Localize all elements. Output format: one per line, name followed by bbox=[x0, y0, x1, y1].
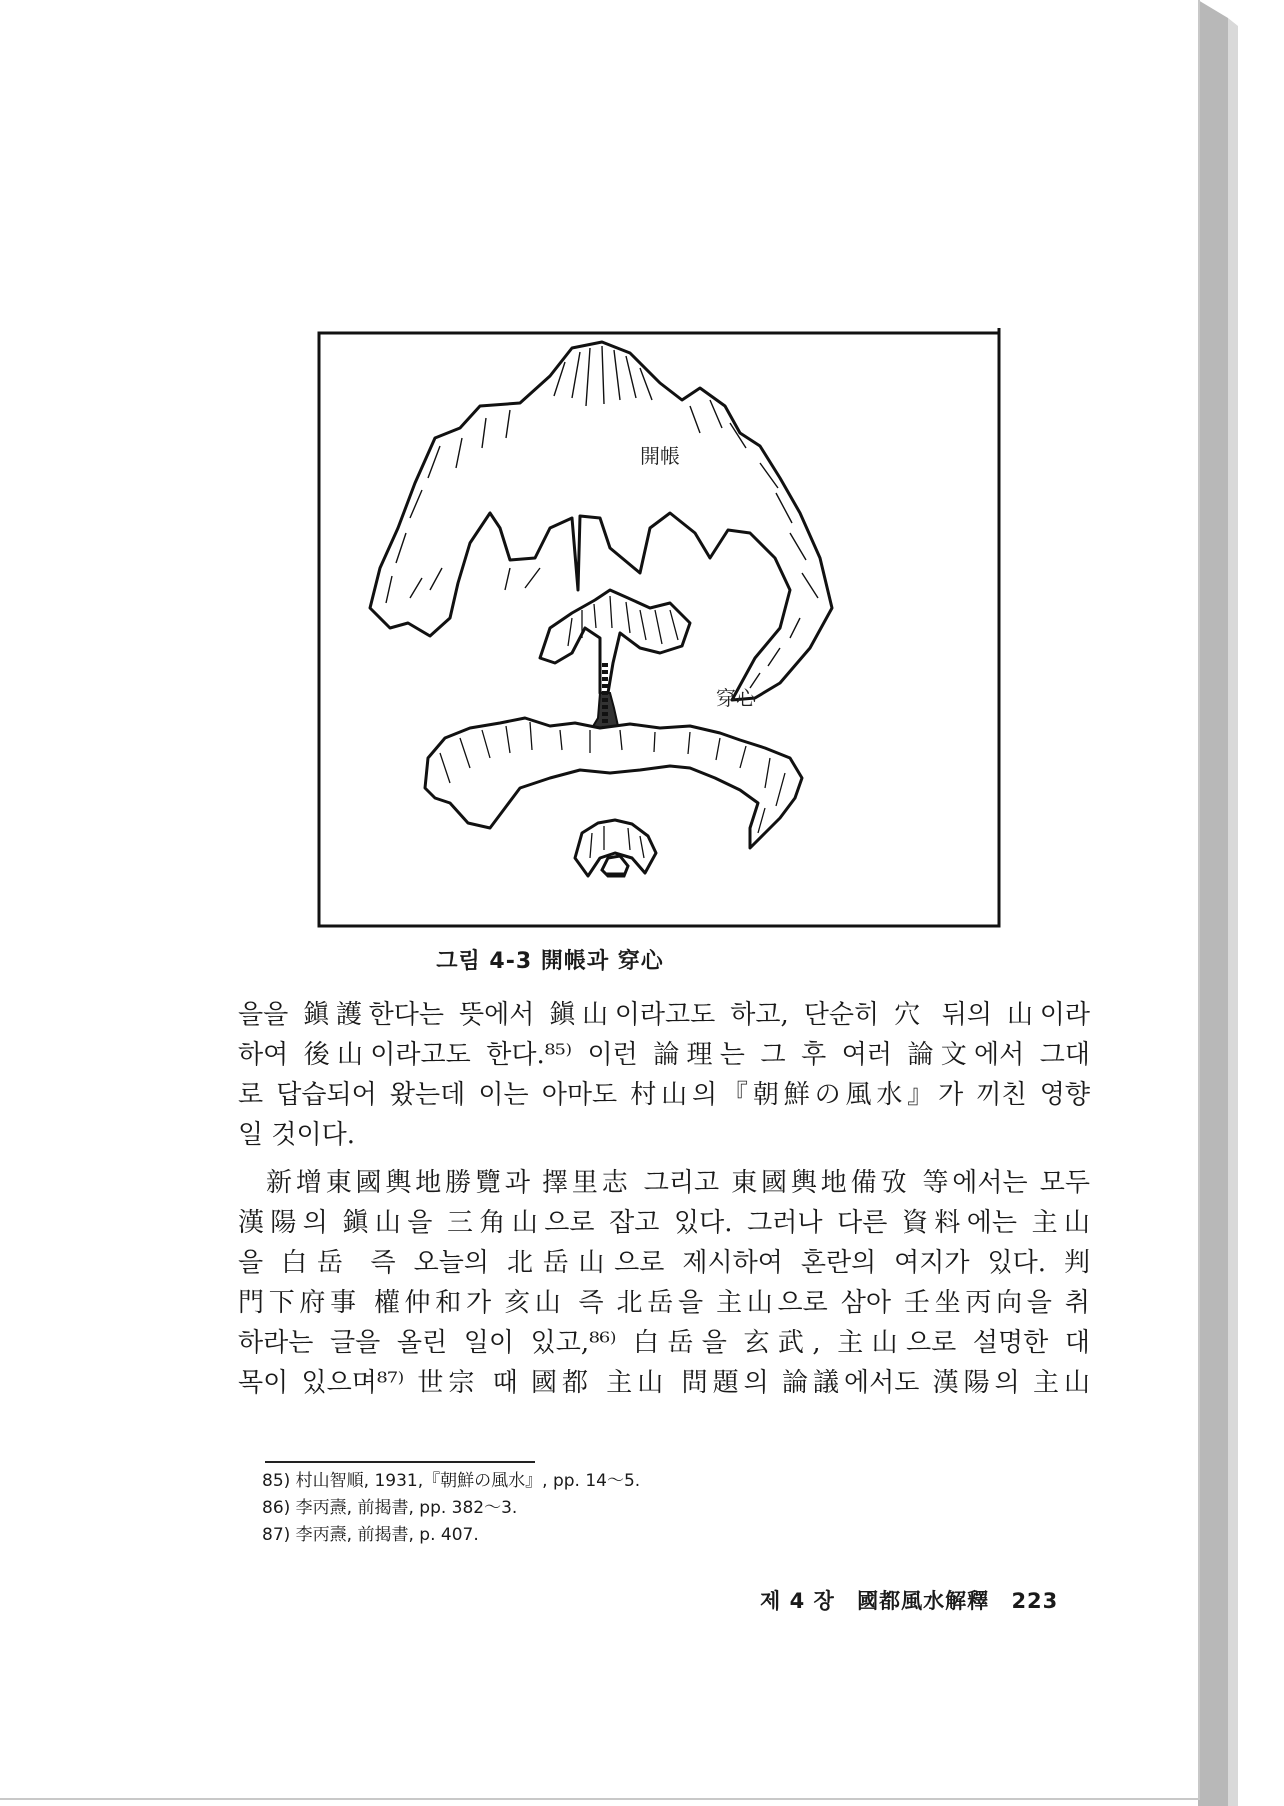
footnotes bbox=[262, 1468, 640, 1549]
figure-caption: 그림 4-3 開帳과 穿心 bbox=[436, 949, 664, 974]
label-cheonsim: 穿心 bbox=[716, 686, 756, 710]
footnote-87: 87) 李丙燾, 前揭書, p. 407. bbox=[262, 1525, 479, 1545]
text-line: 을 白岳 즉 오늘의 北岳山으로 제시하여 혼란의 여지가 있다. 判 bbox=[238, 1248, 1090, 1278]
running-footer bbox=[760, 1585, 1072, 1615]
body-text bbox=[238, 995, 1090, 1403]
page-number: 223 bbox=[1011, 1589, 1059, 1613]
footnote-85: 85) 村山智順, 1931,『朝鮮の風水』, pp. 14～5. bbox=[262, 1471, 641, 1491]
text-line: 門下府事 權仲和가 亥山 즉 北岳을 主山으로 삼아 壬坐丙向을 취 bbox=[238, 1288, 1090, 1318]
text-line: 하라는 글을 올린 일이 있고,⁸⁶⁾ 白岳을 玄武, 主山으로 설명한 대 bbox=[238, 1328, 1090, 1358]
page-edge-shadow bbox=[1198, 0, 1284, 1806]
text-line: 로 답습되어 왔는데 이는 아마도 村山의『朝鮮の風水』가 끼친 영향 bbox=[238, 1080, 1090, 1110]
footnote-86: 86) 李丙燾, 前揭書, pp. 382～3. bbox=[262, 1498, 518, 1518]
text-line: 목이 있으며⁸⁷⁾ 世宗 때 國都 主山 問題의 論議에서도 漢陽의 主山 bbox=[238, 1368, 1090, 1398]
text-line: 일 것이다. bbox=[238, 1120, 355, 1150]
text-line: 하여 後山이라고도 한다.⁸⁵⁾ 이런 論理는 그 후 여러 論文에서 그대 bbox=[238, 1040, 1090, 1070]
text-line: 新增東國輿地勝覽과 擇里志 그리고 東國輿地備攷 等에서는 모두 bbox=[266, 1168, 1090, 1198]
footer-title: 國都風水解釋 bbox=[857, 1589, 990, 1613]
figure-illustration bbox=[310, 328, 1010, 928]
footer-chapter: 제 4 장 bbox=[760, 1589, 835, 1613]
label-gaejang: 開帳 bbox=[640, 444, 680, 468]
footnote-rule bbox=[265, 1461, 535, 1463]
text-line: 漢陽의 鎭山을 三角山으로 잡고 있다. 그러나 다른 資料에는 主山 bbox=[238, 1208, 1090, 1238]
central-peak bbox=[540, 590, 690, 693]
text-line: 을을 鎭護한다는 뜻에서 鎭山이라고도 하고, 단순히 穴 뒤의 山이라 bbox=[238, 1000, 1090, 1030]
